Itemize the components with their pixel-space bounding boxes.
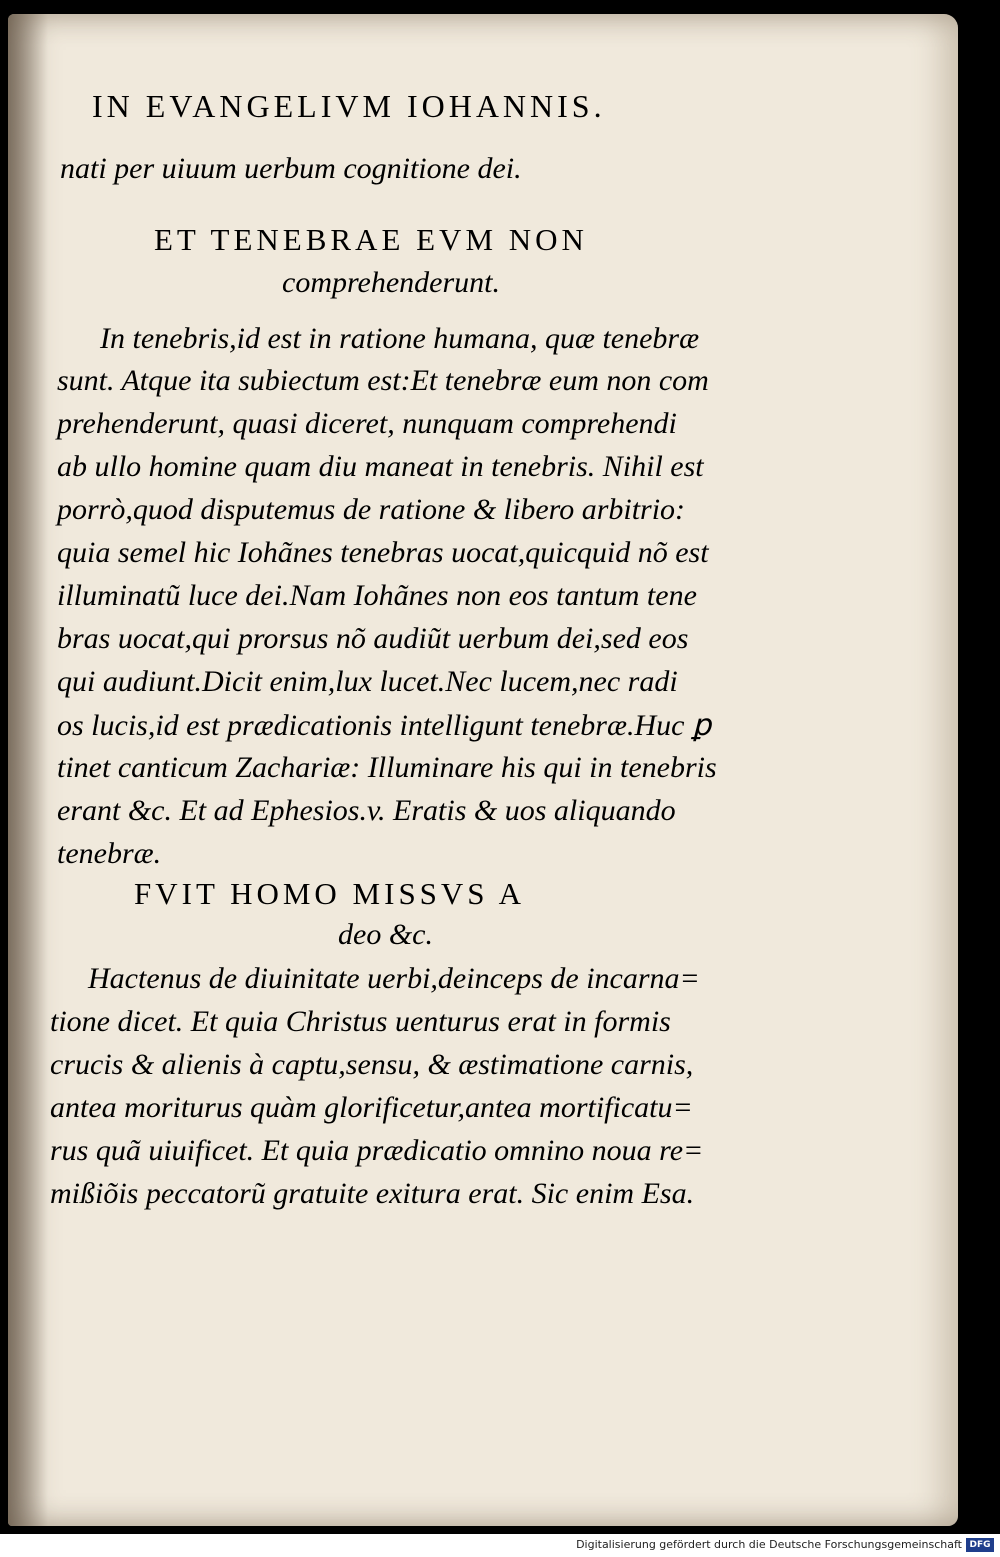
- text-line: bras uocat,qui prorsus nõ audiũt uerbum dei,sed eos: [57, 622, 689, 655]
- footer-bar: [0, 1534, 1000, 1557]
- text-line: illuminatũ luce dei.Nam Iohãnes non eos tantum tene: [57, 579, 697, 612]
- text-line: quia semel hic Iohãnes tenebras uocat,quicquid nõ est: [57, 536, 709, 569]
- text-line: sunt. Atque ita subiectum est:Et tenebræ eum non com: [57, 364, 709, 397]
- text-line: tenebræ.: [57, 837, 162, 870]
- section-heading: FVIT HOMO MISSVS A: [134, 876, 525, 911]
- text-line: crucis & alienis à captu,sensu, & æstimatione carnis,: [50, 1048, 694, 1081]
- text-line: tinet canticum Zachariæ: Illuminare his qui in tenebris: [57, 751, 717, 784]
- text-line: os lucis,id est prædicationis intelligunt tenebræ.Huc ꝑ: [57, 709, 712, 742]
- text-line: In tenebris,id est in ratione humana, quæ tenebræ: [100, 322, 700, 355]
- dfg-logo: DFG: [966, 1538, 994, 1552]
- text-line: rus quã uiuificet. Et quia prædicatio omnino noua re=: [50, 1134, 704, 1167]
- section-heading-continuation: deo &c.: [338, 918, 433, 951]
- text-line: porrò,quod disputemus de ratione & libero arbitrio:: [57, 493, 686, 526]
- text-line: nati per uiuum uerbum cognitione dei.: [60, 152, 522, 185]
- page-gutter-shadow: [8, 14, 48, 1526]
- section-heading: ET TENEBRAE EVM NON: [154, 222, 588, 257]
- text-line: mißiõis peccatorũ gratuite exitura erat. Sic enim Esa.: [50, 1177, 695, 1210]
- running-head: IN EVANGELIVM IOHANNIS.: [92, 88, 606, 124]
- text-line: erant &c. Et ad Ephesios.v. Eratis & uos aliquando: [57, 794, 676, 827]
- section-heading-continuation: comprehenderunt.: [282, 266, 500, 299]
- text-line: prehenderunt, quasi diceret, nunquam comprehendi: [57, 407, 677, 440]
- text-line: antea moriturus quàm glorificetur,antea mortificatu=: [50, 1091, 693, 1124]
- text-line: Hactenus de diuinitate uerbi,deinceps de incarna=: [88, 962, 700, 995]
- text-line: tione dicet. Et quia Christus uenturus erat in formis: [50, 1005, 671, 1038]
- text-line: ab ullo homine quam diu maneat in tenebris. Nihil est: [57, 450, 704, 483]
- text-line: qui audiunt.Dicit enim,lux lucet.Nec lucem,nec radi: [57, 665, 678, 698]
- funding-credit: Digitalisierung gefördert durch die Deutsche Forschungsgemeinschaft: [576, 1538, 962, 1551]
